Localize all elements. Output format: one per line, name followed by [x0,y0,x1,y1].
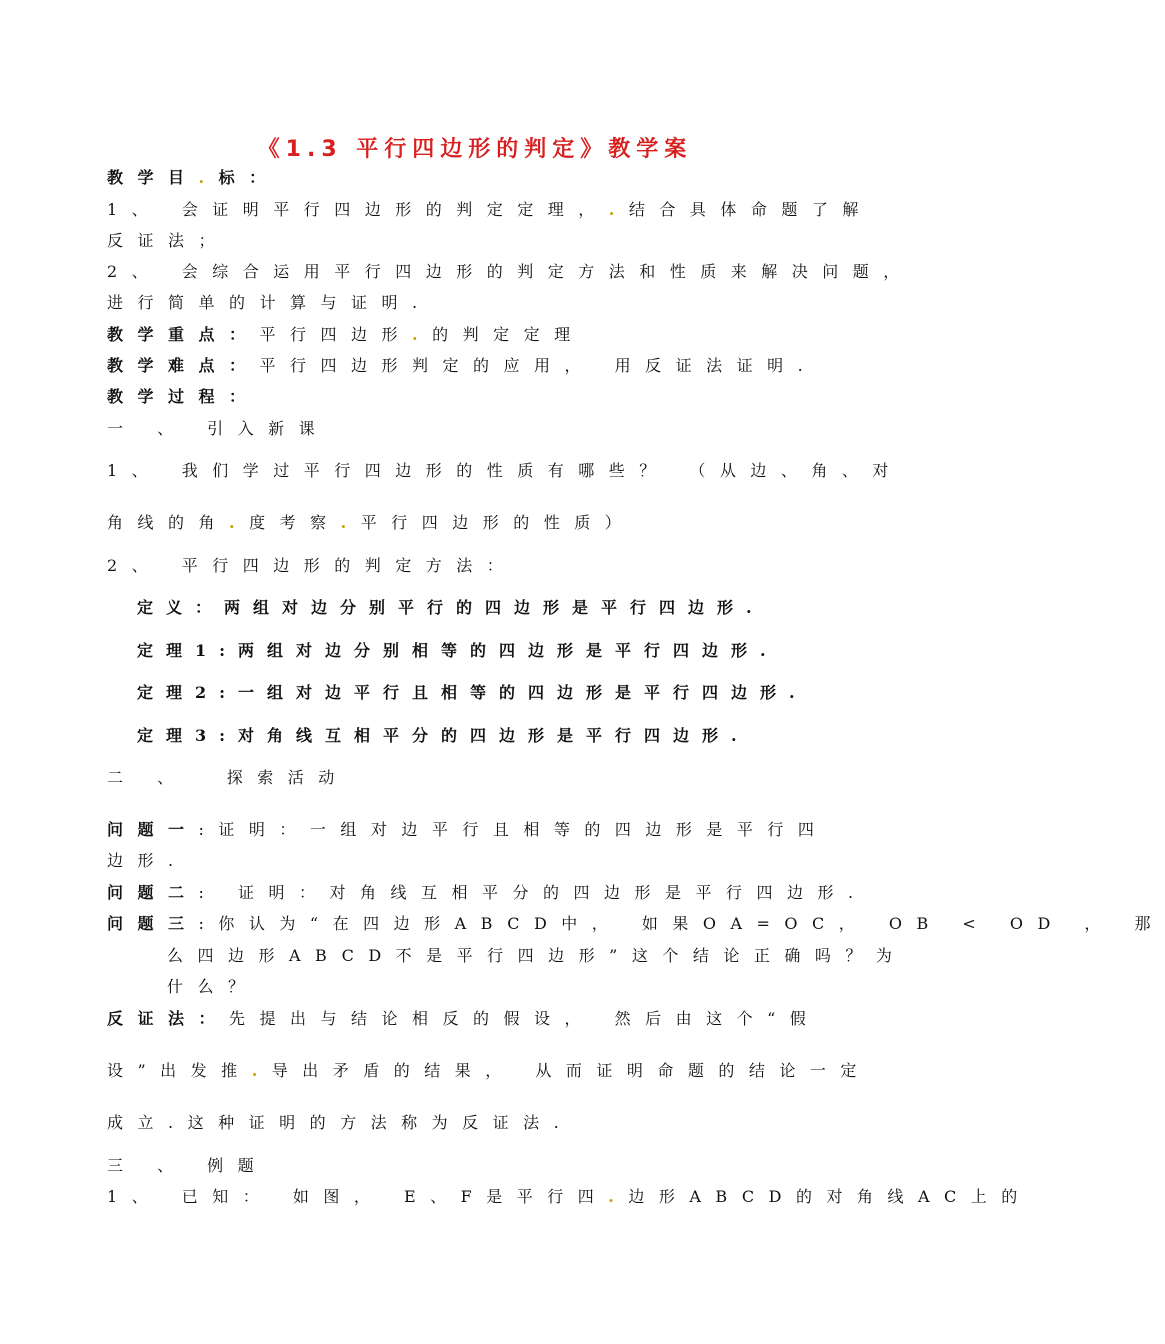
problem-2-text: : 证明：对角线互相平分的四边形是平行四边形. [198,883,868,902]
problem-1 [107,820,828,840]
problem-3-cont-2: 什么？ [167,977,259,996]
focus-text-a: 平行四边形 [259,325,413,344]
dot-mark: . [608,1187,629,1206]
reductio-label: 反证法： [107,1009,230,1028]
focus-text-b: 的判定定理 [432,325,585,344]
dot-mark: . [608,200,629,219]
section-1-heading: 一 、 引入新课 [107,419,330,438]
definition: 定义：两组对边分别平行的四边形是平行四边形. [137,598,765,617]
question-2: 2、 平行四边形的判定方法： [107,556,518,575]
goal-1-part-b: 结合具体命题了解 [628,200,873,219]
dot-mark: . [412,325,433,344]
problem-2-label: 问题二 [107,883,199,902]
theorem-2: 定理2:一组对边平行且相等的四边形是平行四边形. [137,683,808,702]
problem-3-cont-1: 么四边形ABCD不是平行四边形”这个结论正确吗？为 [167,946,907,965]
goal-1-cont: 反证法； [107,231,230,250]
goals-heading [107,168,280,188]
problem-3-label: 问题三 [107,914,199,933]
example-1 [107,1187,1032,1207]
goals-heading-colon: 标： [218,168,280,187]
example-1-part-a: 1、 已知： 如图， E、F是平行四 [107,1187,609,1206]
problem-2 [107,883,868,903]
problem-1-text: :证明：一组对边平行且相等的四边形是平行四 [198,820,829,839]
difficulty-text: 平行四边形判定的应用， 用反证法证明. [259,356,818,375]
question-1: 1、 我们学过平行四边形的性质有哪些？ （从边、角、对 [107,461,903,480]
goals-heading-text: 教学目 [107,168,199,187]
teaching-focus [107,325,585,345]
reductio-text-c: 导出矛盾的结果， 从而证明命题的结论一定 [271,1061,871,1080]
q1-part-d: 平行四边形的性质） [360,513,636,532]
q1-part-b: 角线的角 [107,513,230,532]
theorem-3: 定理3:对角线互相平分的四边形是平行四边形. [137,726,750,745]
reductio-cont-1 [107,1061,871,1081]
problem-1-cont: 边形. [107,851,188,870]
dot-mark: . [198,168,219,187]
example-1-part-b: 边形ABCD的对角线AC上的 [628,1187,1032,1206]
problem-3-text: :你认为“在四边形ABCD中， 如果OA=OC， OB < OD ， 那 [198,914,1165,933]
question-1-cont [107,513,635,533]
focus-label: 教学重点： [107,325,260,344]
section-2-heading: 二 、 探索活动 [107,768,349,787]
reductio-cont-2: 成立.这种证明的方法称为反证法. [107,1113,574,1132]
section-3-heading: 三 、 例题 [107,1156,269,1175]
goal-1-part-a: 1、 会证明平行四边形的判定定理， [107,200,609,219]
dot-mark: . [229,513,250,532]
dot-mark: . [251,1061,272,1080]
difficulty-label: 教学难点： [107,356,260,375]
problem-1-label: 问题一 [107,820,199,839]
goal-2-cont: 进行简单的计算与证明. [107,293,432,312]
theorem-1: 定理1:两组对边分别相等的四边形是平行四边形. [137,641,779,660]
dot-mark: . [340,513,361,532]
reductio-text-b: 设”出发推 [107,1061,252,1080]
reductio-text-a: 先提出与结论相反的假设， 然后由这个“假 [229,1009,821,1028]
document-title: 《1.3 平行四边形的判定》教学案 [257,137,693,162]
q1-part-c: 度考察 [249,513,341,532]
reductio-definition [107,1009,820,1029]
process-heading: 教学过程： [107,387,260,406]
goal-1 [107,200,873,220]
problem-3 [107,914,1165,934]
teaching-difficulty [107,356,817,376]
goal-2: 2、 会综合运用平行四边形的判定方法和性质来解决问题， [107,262,914,281]
